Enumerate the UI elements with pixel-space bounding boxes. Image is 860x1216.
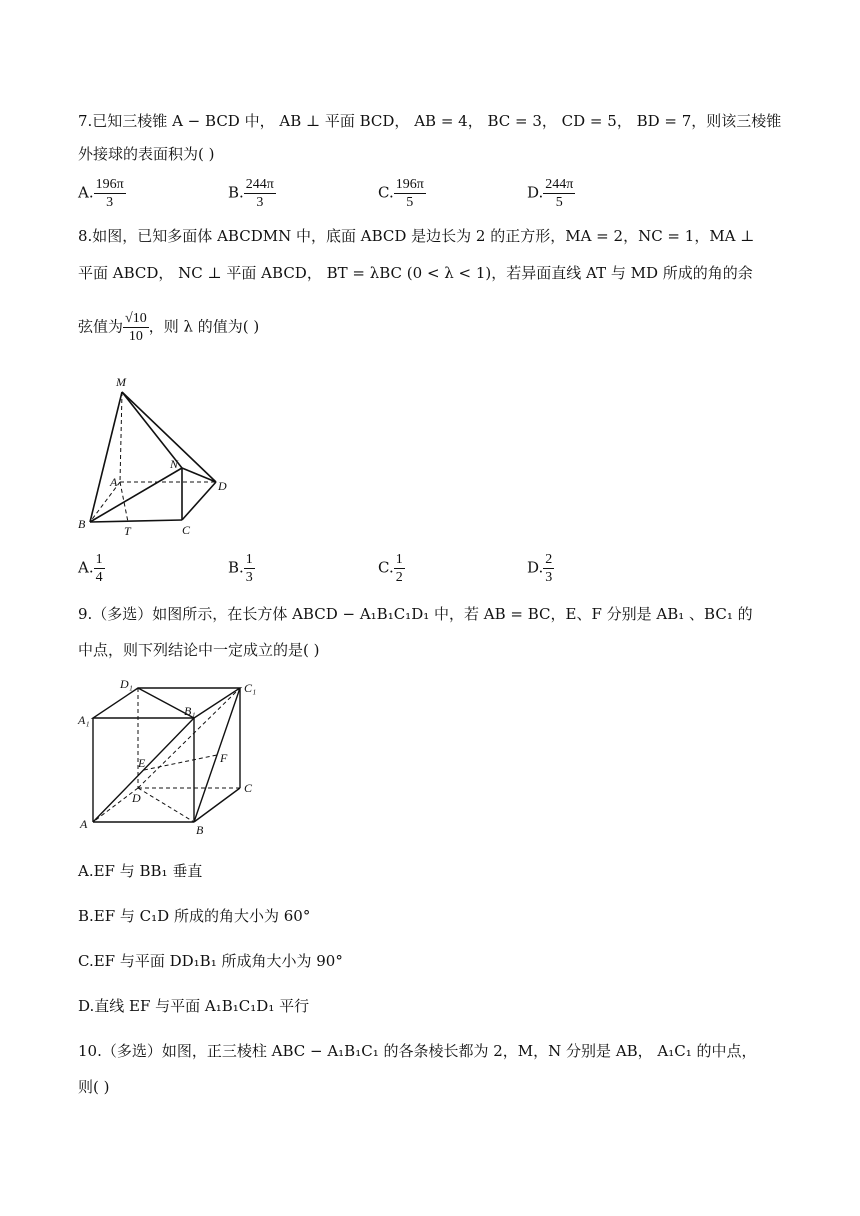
q9-stem-line2: 中点，则下列结论中一定成立的是( ): [78, 641, 320, 659]
q9-figure-label-c: C: [244, 781, 253, 795]
q8-figure-label-n: N: [170, 457, 179, 471]
q7-option-d[interactable]: D. $\frac{244\pi}{5}$: [527, 177, 574, 210]
q9-figure-label-d1: D₁: [120, 677, 133, 691]
q7-option-a[interactable]: A. $\frac{196\pi}{3}$: [78, 177, 124, 210]
q7-stem-line1: 7.已知三棱锥 A − BCD 中， AB ⊥ 平面 BCD， AB = 4， BC = 3， CD = 5， BD = 7，则该三棱锥: [78, 112, 782, 130]
q9-option-b[interactable]: B.EF 与 C₁D 所成的角大小为 60°: [78, 907, 311, 925]
q9-figure-cuboid: [76, 676, 266, 840]
q9-figure-label-e: E: [138, 756, 146, 770]
q8-figure-label-d: D: [218, 479, 227, 493]
q9-option-d[interactable]: D.直线 EF 与平面 A₁B₁C₁D₁ 平行: [78, 997, 310, 1015]
q8-figure-label-m: M: [116, 375, 126, 389]
q8-stem-line1: 8.如图，已知多面体 ABCDMN 中，底面 ABCD 是边长为 2 的正方形，MA = 2，NC = 1，MA ⊥: [78, 227, 755, 245]
q8-option-a[interactable]: A. $\frac{1}{4}$: [78, 552, 103, 585]
q8-figure-polyhedron: [78, 370, 238, 540]
q8-figure-label-a: A: [110, 475, 118, 489]
q9-figure-label-d: D: [132, 791, 141, 805]
q9-figure-label-c1: C₁: [244, 681, 257, 695]
q10-stem-line2: 则( ): [78, 1078, 110, 1096]
q8-figure-label-b: B: [78, 517, 86, 531]
q7-option-c[interactable]: C. $\frac{196\pi}{5}$: [378, 177, 424, 210]
q8-option-c[interactable]: C. $\frac{1}{2}$: [378, 552, 403, 585]
q7-option-b[interactable]: B. $\frac{244\pi}{3}$: [228, 177, 274, 210]
q7-stem-line2: 外接球的表面积为( ): [78, 145, 215, 163]
q9-option-c[interactable]: C.EF 与平面 DD₁B₁ 所成角大小为 90°: [78, 952, 343, 970]
q9-figure-label-a: A: [80, 817, 88, 831]
q8-stem-line2: 平面 ABCD， NC ⊥ 平面 ABCD， BT = λBC (0 < λ < 1)，若异面直线 AT 与 MD 所成的角的余: [78, 264, 753, 282]
q8-figure-label-t: T: [124, 524, 131, 538]
q8-option-d[interactable]: D. $\frac{2}{3}$: [527, 552, 553, 585]
q8-figure-label-c: C: [182, 523, 191, 537]
q9-stem-line1: 9.（多选）如图所示，在长方体 ABCD − A₁B₁C₁D₁ 中，若 AB = BC，E、F 分别是 AB₁ 、BC₁ 的: [78, 605, 753, 623]
q8-stem-line3: 弦值为 $\frac{√10}{10}$ ，则 λ 的值为( ): [78, 311, 260, 344]
q9-option-a[interactable]: A.EF 与 BB₁ 垂直: [78, 862, 203, 880]
q9-figure-label-f: F: [220, 751, 228, 765]
q9-figure-label-b: B: [196, 823, 204, 837]
q10-stem-line1: 10.（多选）如图，正三棱柱 ABC − A₁B₁C₁ 的各条棱长都为 2，M，N 分别是 AB， A₁C₁ 的中点，: [78, 1042, 757, 1060]
q9-figure-label-b1: B₁: [184, 704, 196, 718]
q9-figure-label-a1: A₁: [78, 713, 90, 727]
q8-option-b[interactable]: B. $\frac{1}{3}$: [228, 552, 253, 585]
